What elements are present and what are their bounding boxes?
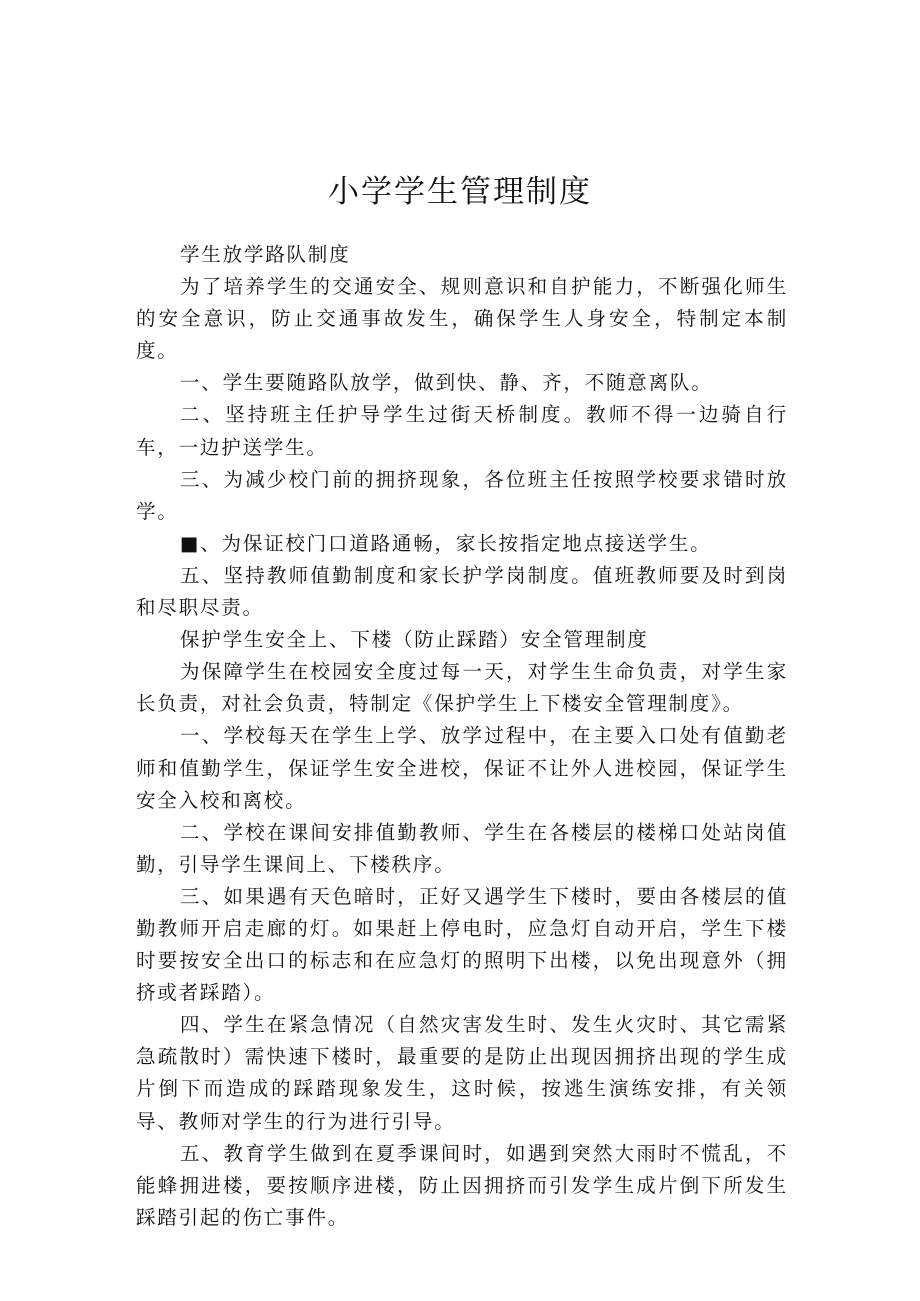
paragraph-intro-dismissal: 为了培养学生的交通安全、规则意识和自护能力，不断强化师生的安全意识，防止交通事故发生，确保学生人身安全，特制定本制度。: [136, 275, 788, 363]
paragraph-rule-4: ■、为保证校门口道路通畅，家长按指定地点接送学生。: [180, 531, 712, 555]
paragraph-rule-1: 一、学生要随路队放学，做到快、静、齐，不随意离队。: [180, 371, 713, 395]
document-title: 小学学生管理制度: [328, 174, 592, 210]
paragraph-stairs-rule-2: 二、学校在课间安排值勤教师、学生在各楼层的楼梯口处站岗值勤，引导学生课间上、下楼秩序。: [136, 820, 788, 876]
paragraph-stairs-rule-5: 五、教育学生做到在夏季课间时，如遇到突然大雨时不慌乱，不能蜂拥进楼，要按顺序进楼，防止因拥挤而引发学生成片倒下所发生踩踏引起的伤亡事件。: [136, 1141, 788, 1229]
document-body: [136, 239, 788, 1234]
paragraph-rule-5: 五、坚持教师值勤制度和家长护学岗制度。值班教师要及时到岗和尽职尽责。: [136, 563, 788, 620]
paragraph-stairs-rule-3: 三、如果遇有天色暗时，正好又遇学生下楼时，要由各楼层的值勤教师开启走廊的灯。如果赶上停电时，应急灯自动开启，学生下楼时要按安全出口的标志和在应急灯的照明下出楼，以免出现意外（拥挤或者踩踏）。: [136, 884, 788, 1005]
paragraph-rule-2: 二、坚持班主任护导学生过街天桥制度。教师不得一边骑自行车，一边护送学生。: [136, 403, 788, 459]
paragraph-stairs-rule-1: 一、学校每天在学生上学、放学过程中，在主要入口处有值勤老师和值勤学生，保证学生安全进校，保证不让外人进校园，保证学生安全入校和离校。: [136, 724, 788, 812]
section-heading-dismissal: 学生放学路队制度: [180, 243, 351, 266]
section-heading-stairs: 保护学生安全上、下楼（防止踩踏）安全管理制度: [180, 628, 649, 652]
paragraph-stairs-rule-4: 四、学生在紧急情况（自然灾害发生时、发生火灾时、其它需紧急疏散时）需快速下楼时，最重要的是防止出现因拥挤出现的学生成片倒下而造成的踩踏现象发生，这时候，按逃生演练安排，有关领导、教师对学生的行为进行引导。: [136, 1013, 788, 1133]
paragraph-rule-3: 三、为减少校门前的拥挤现象，各位班主任按照学校要求错时放学。: [136, 467, 788, 523]
paragraph-intro-stairs: 为保障学生在校园安全度过每一天，对学生生命负责，对学生家长负责，对社会负责，特制定《保护学生上下楼安全管理制度》。: [136, 660, 788, 716]
